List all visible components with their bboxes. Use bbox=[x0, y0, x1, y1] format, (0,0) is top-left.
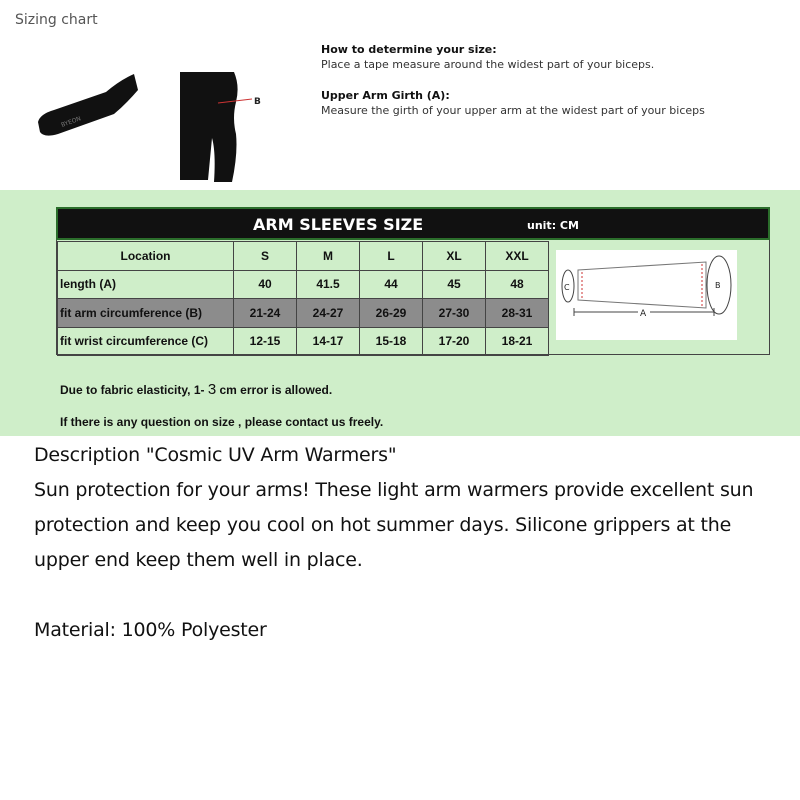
girth-text: Measure the girth of your upper arm at the widest part of your biceps bbox=[321, 104, 705, 117]
sleeve-brand-text: BYEON bbox=[60, 115, 82, 129]
column-header: XXL bbox=[486, 242, 549, 271]
diagram-label-a: A bbox=[640, 309, 647, 319]
sleeve-diagram bbox=[556, 250, 737, 340]
arm-sleeve-image bbox=[36, 70, 140, 138]
note-text: cm error is allowed. bbox=[216, 383, 333, 397]
table-cell: 41.5 bbox=[297, 270, 360, 299]
column-header: Location bbox=[58, 242, 234, 271]
arm-silhouette-image bbox=[178, 72, 270, 184]
chart-title: ARM SLEEVES SIZE bbox=[253, 215, 424, 234]
material-text: Material: 100% Polyester bbox=[34, 619, 267, 641]
silhouette-marker-label: B bbox=[254, 97, 261, 107]
table-cell: 21-24 bbox=[234, 299, 297, 328]
size-instructions bbox=[321, 42, 705, 118]
sleeve-diagram-drawing bbox=[556, 250, 737, 340]
table-cell: 45 bbox=[423, 270, 486, 299]
row-label: fit wrist circumference (C) bbox=[58, 327, 234, 356]
table-cell: 14-17 bbox=[297, 327, 360, 356]
table-cell: 48 bbox=[486, 270, 549, 299]
size-table bbox=[57, 241, 549, 356]
elasticity-note bbox=[60, 381, 332, 398]
description-line: Sun protection for your arms! These light arm warmers provide excellent sun bbox=[34, 479, 754, 501]
contact-note: If there is any question on size , please contact us freely. bbox=[60, 415, 384, 429]
row-label: length (A) bbox=[58, 270, 234, 299]
chart-header bbox=[56, 207, 770, 240]
description-line: upper end keep them well in place. bbox=[34, 549, 363, 571]
note-number: 3 bbox=[207, 381, 217, 398]
table-cell: 28-31 bbox=[486, 299, 549, 328]
table-cell: 44 bbox=[360, 270, 423, 299]
table-cell: 24-27 bbox=[297, 299, 360, 328]
column-header: S bbox=[234, 242, 297, 271]
table-cell: 27-30 bbox=[423, 299, 486, 328]
how-to-text: Place a tape measure around the widest part of your biceps. bbox=[321, 58, 655, 71]
table-row bbox=[58, 299, 549, 328]
note-text: Due to fabric elasticity, 1- bbox=[60, 383, 208, 397]
table-row bbox=[58, 327, 549, 356]
table-cell: 12-15 bbox=[234, 327, 297, 356]
table-cell: 15-18 bbox=[360, 327, 423, 356]
column-header: M bbox=[297, 242, 360, 271]
column-header: XL bbox=[423, 242, 486, 271]
sizing-chart-title: Sizing chart bbox=[15, 12, 98, 28]
table-cell: 40 bbox=[234, 270, 297, 299]
row-label: fit arm circumference (B) bbox=[58, 299, 234, 328]
column-header: L bbox=[360, 242, 423, 271]
description-heading: Description "Cosmic UV Arm Warmers" bbox=[34, 444, 397, 466]
diagram-label-b: B bbox=[715, 281, 721, 290]
how-to-heading: How to determine your size: bbox=[321, 43, 497, 56]
description-line: protection and keep you cool on hot summer days. Silicone grippers at the bbox=[34, 514, 732, 536]
table-cell: 18-21 bbox=[486, 327, 549, 356]
table-header-row bbox=[58, 242, 549, 271]
table-cell: 26-29 bbox=[360, 299, 423, 328]
table-cell: 17-20 bbox=[423, 327, 486, 356]
table-row bbox=[58, 270, 549, 299]
girth-heading: Upper Arm Girth (A): bbox=[321, 89, 450, 102]
diagram-label-c: C bbox=[564, 283, 570, 292]
chart-unit: unit: CM bbox=[527, 219, 579, 232]
